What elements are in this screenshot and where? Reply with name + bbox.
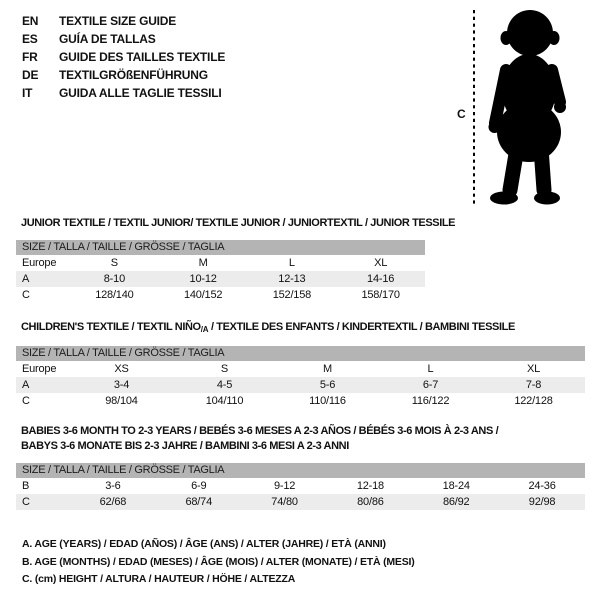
table-cell: 12-18 bbox=[356, 480, 384, 492]
language-label: TEXTILE SIZE GUIDE bbox=[59, 14, 177, 28]
language-code: EN bbox=[22, 14, 39, 28]
table-cell: 74/80 bbox=[271, 496, 298, 508]
table-row bbox=[16, 494, 585, 510]
size-header-bar: SIZE / TALLA / TAILLE / GRÖSSE / TAGLIA bbox=[16, 240, 425, 255]
table-cell: 80/86 bbox=[357, 496, 384, 508]
table-row bbox=[16, 255, 425, 271]
table-cell: 140/152 bbox=[183, 289, 223, 301]
language-label: GUÍA DE TALLAS bbox=[59, 32, 156, 46]
table-cell: 4-5 bbox=[216, 379, 233, 391]
table-row bbox=[16, 287, 425, 303]
table-cell: 14-16 bbox=[367, 273, 395, 285]
table-cell: S bbox=[110, 257, 118, 269]
size-table bbox=[16, 216, 456, 303]
language-row bbox=[22, 48, 225, 66]
baby-shape bbox=[489, 10, 567, 205]
table-cell: 5-6 bbox=[319, 379, 336, 391]
row-label: C bbox=[22, 496, 30, 508]
table-title-line: JUNIOR TEXTILE / TEXTIL JUNIOR/ TEXTILE JUNIOR / JUNIORTEXTIL / JUNIOR TESSILE bbox=[21, 217, 456, 229]
language-label: TEXTILGRÖßENFÜHRUNG bbox=[59, 68, 208, 82]
footnote: B. AGE (MONTHS) / EDAD (MESES) / ÂGE (MOIS) / ALTER (MONATE) / ETÀ (MESI) bbox=[22, 555, 415, 568]
table-cell: 7-8 bbox=[525, 379, 542, 391]
table-cell: 110/116 bbox=[309, 395, 346, 407]
row-label: Europe bbox=[22, 363, 57, 375]
table-cell: 128/140 bbox=[95, 289, 134, 301]
table-cell: 62/68 bbox=[99, 496, 127, 508]
footnote: C. (cm) HEIGHT / ALTURA / HAUTEUR / HÖHE / ALTEZZA bbox=[22, 573, 296, 585]
table-cell: 10-12 bbox=[189, 273, 217, 285]
table-cell: 104/110 bbox=[205, 395, 244, 407]
footnote: A. AGE (YEARS) / EDAD (AÑOS) / ÂGE (ANS) / ALTER (JAHRE) / ETÀ (ANNI) bbox=[22, 538, 386, 550]
table-cell: 6-9 bbox=[191, 480, 207, 492]
size-header-bar: SIZE / TALLA / TAILLE / GRÖSSE / TAGLIA bbox=[16, 346, 585, 361]
language-code: FR bbox=[22, 50, 38, 64]
baby-silhouette bbox=[450, 6, 590, 210]
language-row bbox=[22, 30, 225, 48]
table-row bbox=[16, 377, 585, 393]
table-cell: 8-10 bbox=[103, 273, 125, 285]
table-cell: M bbox=[198, 257, 208, 269]
table-row bbox=[16, 478, 585, 494]
table-cell: S bbox=[220, 363, 229, 375]
language-row bbox=[22, 84, 225, 102]
language-row bbox=[22, 12, 225, 30]
table-title-line: CHILDREN'S TEXTILE / TEXTIL $NIÑO_{/A}$ / TEXTILE DES ENFANTS / KINDERTEXTIL / BAMBINI TESSILE bbox=[21, 321, 515, 334]
size-table bbox=[16, 320, 585, 409]
table-cell: 3-6 bbox=[105, 480, 121, 492]
size-table bbox=[16, 424, 585, 510]
table-cell: XL bbox=[526, 363, 541, 375]
size-header-bar: SIZE / TALLA / TAILLE / GRÖSSE / TAGLIA bbox=[16, 463, 585, 478]
row-label: A bbox=[22, 379, 30, 391]
table-cell: 158/170 bbox=[361, 289, 400, 301]
table-row bbox=[16, 393, 585, 409]
table-row bbox=[16, 271, 425, 287]
row-label: C bbox=[22, 289, 30, 301]
table-title-line: BABIES 3-6 MONTH TO 2-3 YEARS / BEBÉS 3-6 MESES A 2-3 AÑOS / BÉBÉS 3-6 MOIS À 2-3 ANS / bbox=[21, 425, 499, 437]
table-cell: 12-13 bbox=[278, 273, 306, 285]
table-cell: L bbox=[427, 363, 434, 375]
table-cell: XL bbox=[374, 257, 388, 269]
language-code: ES bbox=[22, 32, 38, 46]
height-measure-label: C bbox=[457, 107, 466, 121]
table-cell: 6-7 bbox=[422, 379, 439, 391]
row-label: A bbox=[22, 273, 30, 285]
table-cell: 3-4 bbox=[113, 379, 130, 391]
language-list bbox=[22, 12, 225, 102]
table-cell: XS bbox=[114, 363, 129, 375]
table-title bbox=[21, 320, 585, 337]
table-cell: 68/74 bbox=[185, 496, 212, 508]
row-label: B bbox=[22, 480, 30, 492]
table-cell: 116/122 bbox=[411, 395, 450, 407]
table-cell: 18-24 bbox=[442, 480, 470, 492]
table-cell: M bbox=[323, 363, 332, 375]
table-cell: 9-12 bbox=[273, 480, 296, 492]
table-cell: L bbox=[288, 257, 295, 269]
language-row bbox=[22, 66, 225, 84]
row-label: Europe bbox=[22, 257, 57, 269]
table-title-line: BABYS 3-6 MONATE BIS 2-3 JAHRE / BAMBINI 3-6 MESI A 2-3 ANNI bbox=[21, 440, 349, 452]
table-cell: 98/104 bbox=[105, 395, 138, 407]
row-label: C bbox=[22, 395, 30, 407]
language-code: IT bbox=[22, 86, 33, 100]
table-title bbox=[21, 216, 456, 231]
table-cell: 86/92 bbox=[442, 496, 470, 508]
table-cell: 92/98 bbox=[528, 496, 556, 508]
table-row bbox=[16, 361, 585, 377]
footnotes bbox=[22, 536, 415, 589]
table-cell: 152/158 bbox=[272, 289, 312, 301]
language-label: GUIDE DES TAILLES TEXTILE bbox=[59, 50, 226, 64]
language-code: DE bbox=[22, 68, 39, 82]
table-title bbox=[21, 424, 585, 454]
table-cell: 122/128 bbox=[514, 395, 553, 407]
language-label: GUIDA ALLE TAGLIE TESSILI bbox=[59, 86, 222, 100]
table-cell: 24-36 bbox=[528, 480, 556, 492]
